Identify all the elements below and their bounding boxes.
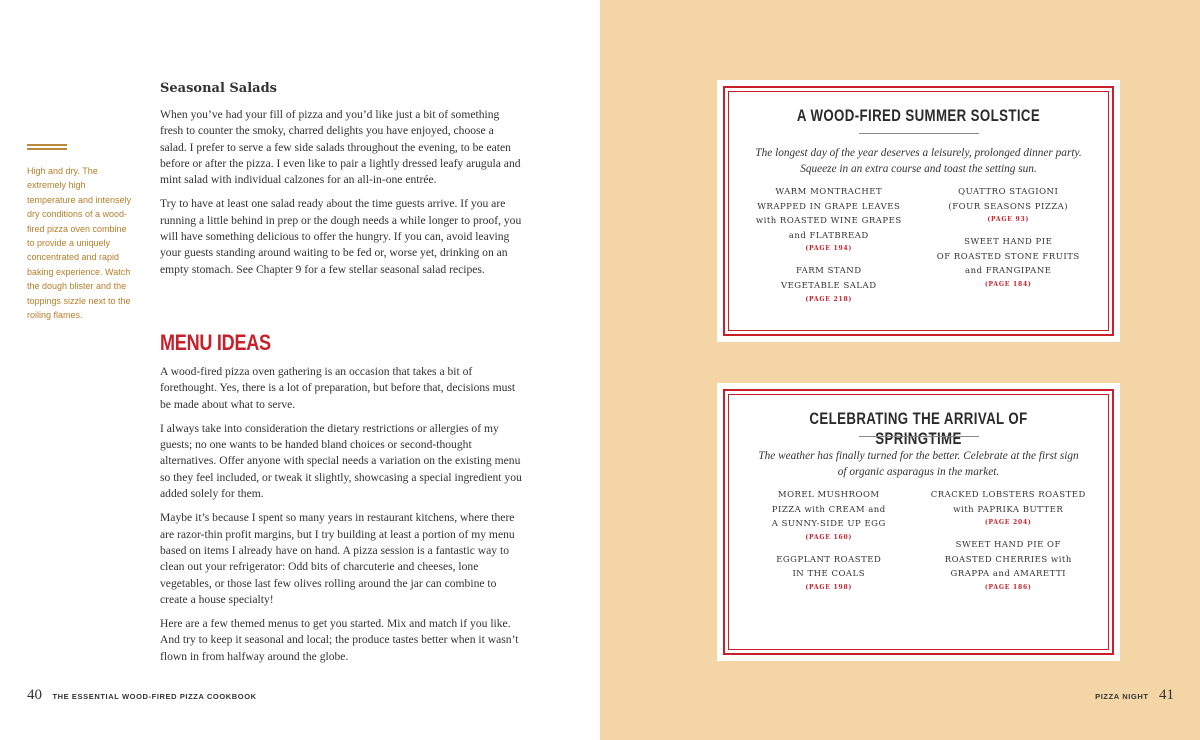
dish-line: A SUNNY-SIDE UP EGG (771, 519, 886, 530)
page-ref: (PAGE 184) (984, 280, 1032, 288)
paragraph: I always take into consideration the dietary restrictions or allergies of my guests; no one wants to be handed bland choices or second-thought alternatives. Offer anyone with special needs a variation on the existing menu so they feel included, or tweak it slightly, showcasing a special ingredient you added solely for them. (160, 421, 522, 501)
dish-line: CRACKED LOBSTERS ROASTED (930, 490, 1086, 500)
section-heading-seasonal-salads: Seasonal Salads (160, 81, 277, 96)
menu-item (739, 488, 919, 541)
salad-text (160, 107, 522, 286)
menu-ideas-heading: MENU IDEAS (160, 330, 271, 355)
page-ref: (PAGE 198) (805, 583, 853, 591)
menu-column-right (919, 488, 1099, 603)
dish-line: QUATTRO STAGIONI (958, 187, 1059, 197)
menu-text (160, 364, 522, 673)
menu-item (739, 185, 919, 252)
card-border (723, 86, 1114, 336)
page-number: 40 (27, 687, 42, 703)
dish-line: (FOUR SEASONS PIZZA) (948, 201, 1069, 212)
paragraph: When you’ve had your fill of pizza and you’d like just a bit of something fresh to counter the smoky, charred delights you have enjoyed, choose a salad. I prefer to serve a few side salads throughout the evening, to be eaten before or after the pizza. I even like to pair a lightly dressed leafy arugula and mint salad with individual calzones for an all-in-one entrée. (160, 108, 521, 187)
menu-item (919, 488, 1099, 526)
menu-item (739, 553, 919, 591)
title-rule (859, 133, 979, 134)
running-head: THE ESSENTIAL WOOD-FIRED PIZZA COOKBOOK (52, 692, 257, 701)
sidebar-rule (27, 144, 67, 150)
menu-column-left (739, 488, 919, 603)
menu-item (919, 538, 1099, 591)
dish-line: and FLATBREAD (788, 230, 869, 241)
menu-card-summer-solstice (717, 80, 1120, 342)
dish-line: PIZZA with CREAM and (771, 504, 886, 515)
menu-items (739, 488, 1098, 603)
page-ref: (PAGE 186) (984, 583, 1032, 591)
menu-items (739, 185, 1098, 315)
dish-line: with PAPRIKA BUTTER (953, 504, 1064, 515)
page-ref: (PAGE 160) (805, 533, 853, 541)
dish-line: WARM MONTRACHET (775, 187, 883, 197)
paragraph: Try to have at least one salad ready about the time guests arrive. If you are running a little behind in prep or the dough needs a while longer to proof, you will have something delicious to offer the hungry. If you can, avoid leaving your guests standing around waiting to be fed or, worse yet, drinking on an empty stomach. See Chapter 9 for a few stellar seasonal salad recipes. (160, 197, 522, 276)
dish-line: MOREL MUSHROOM (777, 490, 880, 500)
page-number: 41 (1159, 687, 1174, 703)
card-border (723, 389, 1114, 655)
running-head: PIZZA NIGHT (1095, 692, 1149, 701)
dish-line: SWEET HAND PIE (964, 237, 1053, 248)
dish-line: OF ROASTED STONE FRUITS (936, 251, 1080, 262)
menu-card-springtime (717, 383, 1120, 661)
right-footer (1095, 686, 1174, 704)
left-footer (27, 686, 257, 704)
menu-item (919, 185, 1099, 223)
page-ref: (PAGE 194) (805, 245, 853, 253)
dish-line: SWEET HAND PIE OF (955, 540, 1061, 551)
menu-intro: The weather has finally turned for the better. Celebrate at the first sign of organic asparagus in the market. (758, 450, 1079, 478)
page-ref: (PAGE 93) (987, 216, 1030, 224)
dish-line: EGGPLANT ROASTED (776, 554, 882, 565)
title-rule (859, 436, 979, 437)
menu-item (919, 235, 1099, 288)
dish-line: GRAPPA and AMARETTI (950, 569, 1066, 580)
menu-intro: The longest day of the year deserves a leisurely, prolonged dinner party. Squeeze in an extra course and toast the setting sun. (755, 147, 1082, 175)
page-ref: (PAGE 204) (984, 519, 1032, 527)
menu-item (739, 264, 919, 302)
dish-line: and FRANGIPANE (965, 266, 1052, 277)
menu-title: A WOOD-FIRED SUMMER SOLSTICE (796, 106, 1041, 125)
menu-column-right (919, 185, 1099, 315)
dish-line: VEGETABLE SALAD (780, 280, 877, 291)
dish-line: with ROASTED WINE GRAPES (755, 216, 902, 227)
paragraph: Maybe it’s because I spent so many years in restaurant kitchens, where there are razor-thin profit margins, but I try building at least a portion of my menu based on items I already have on hand. A pizza session is a fantastic way to clean out your refrigerator: Odd bits of charcuterie and cheeses, lone vegetables, or those last few olives rolling around the jar can combine to create a house specialty! (160, 511, 515, 606)
sidebar-note: High and dry. The extremely high temperature and intensely dry conditions of a wood-fired pizza oven combine to provide a uniquely concentrated and rapid baking experience. Watch the dough blister and the toppings sizzle next to the roiling flames. (27, 166, 132, 321)
page-ref: (PAGE 218) (805, 295, 853, 303)
dish-line: ROASTED CHERRIES with (944, 554, 1072, 565)
paragraph: Here are a few themed menus to get you started. Mix and match if you like. And try to keep it seasonal and local; the produce tastes better when it wasn’t flown in from halfway around the globe. (160, 617, 519, 663)
menu-column-left (739, 185, 919, 315)
dish-line: WRAPPED IN GRAPE LEAVES (757, 201, 901, 212)
dish-line: FARM STAND (795, 266, 862, 277)
dish-line: IN THE COALS (792, 569, 866, 580)
menu-title: CELEBRATING THE ARRIVAL OF SPRINGTIME (809, 409, 1028, 448)
paragraph: A wood-fired pizza oven gathering is an occasion that takes a bit of forethought. Yes, there is a lot of preparation, but before that, decisions must be made about what to serve. (160, 365, 516, 411)
